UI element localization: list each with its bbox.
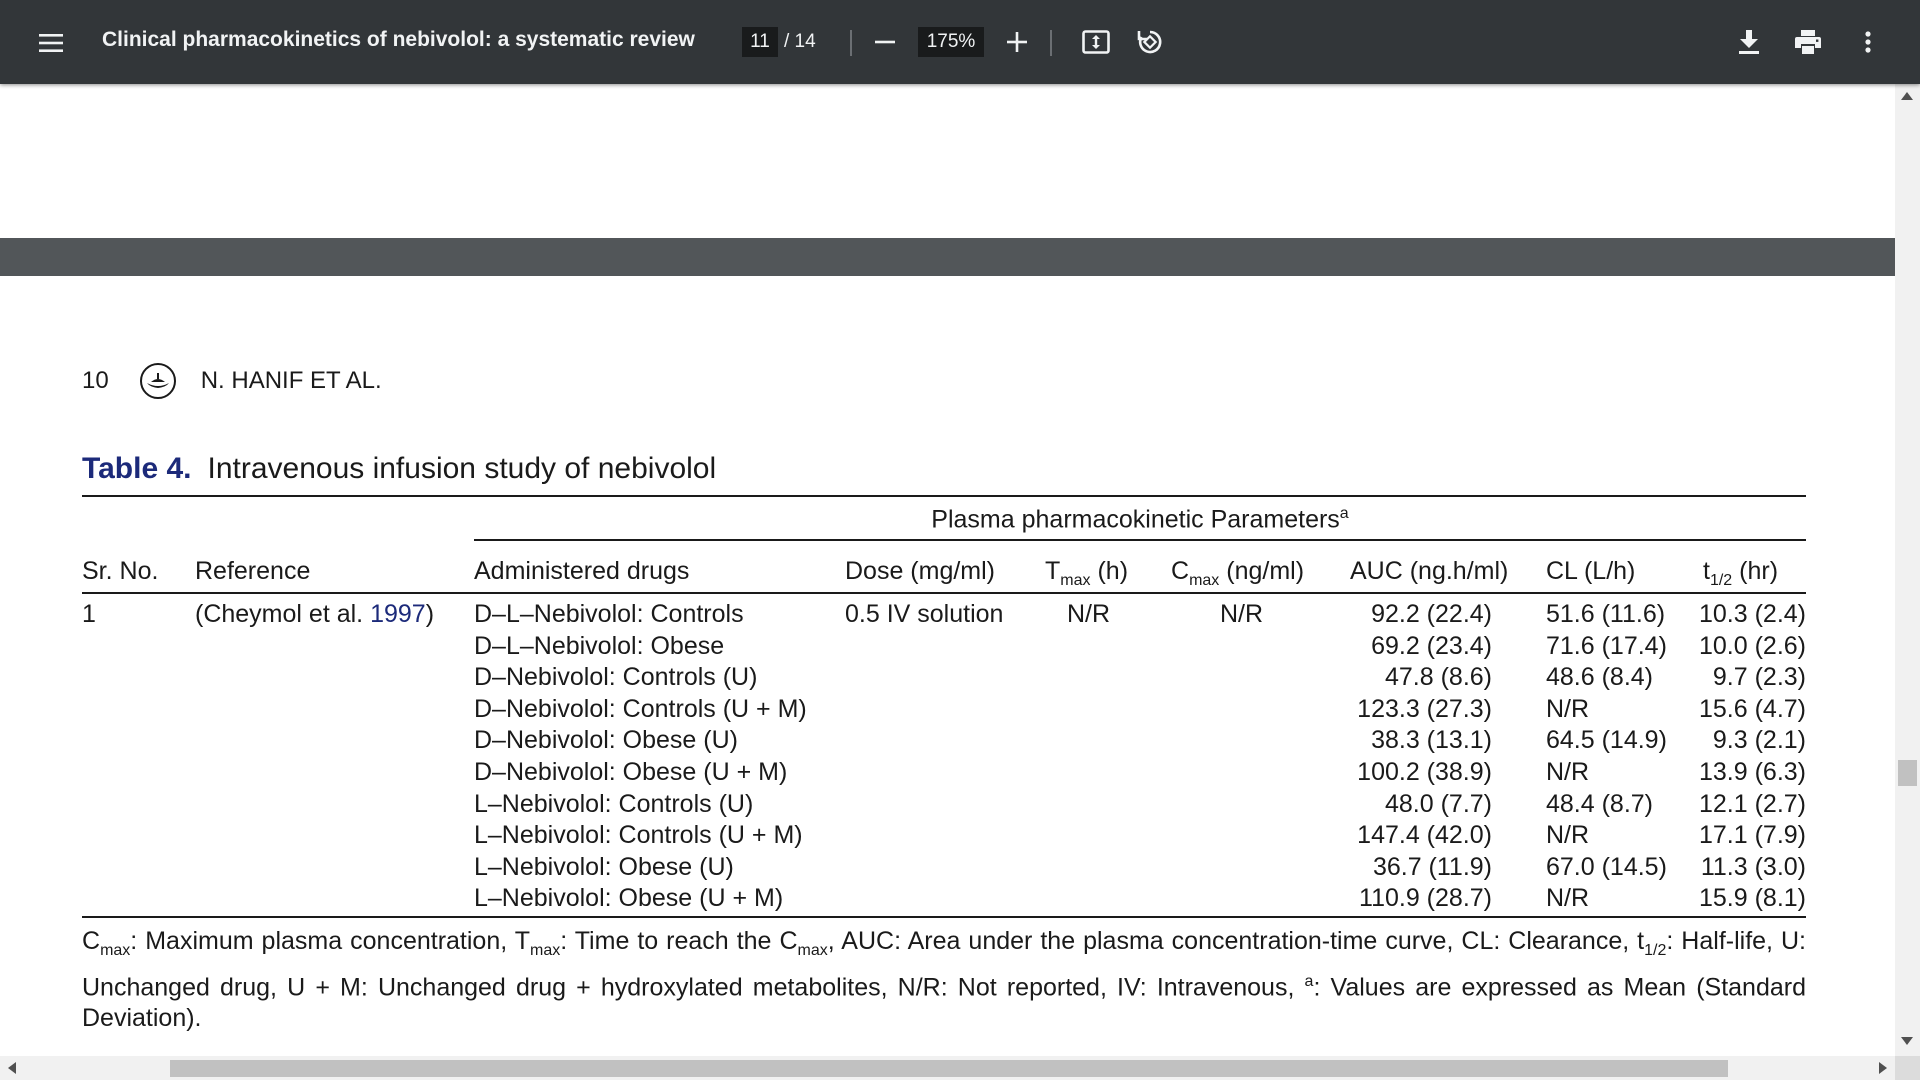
table-caption <box>82 452 716 486</box>
reference-year-link[interactable]: 1997 <box>370 600 426 628</box>
col-header-auc: AUC (ng.h/ml) <box>1350 557 1509 585</box>
cell-tmax: N/R <box>1067 600 1111 628</box>
cell-cl: 67.0 (14.5) <box>1546 853 1667 881</box>
previous-page <box>0 84 1895 238</box>
table-bottom-rule <box>82 916 1806 918</box>
zoom-level-input[interactable]: 175% <box>918 27 984 57</box>
cell-thalf: 10.3 (2.4) <box>1698 600 1806 628</box>
fit-to-page-button[interactable] <box>1076 22 1116 62</box>
cell-cl: 71.6 (17.4) <box>1546 632 1667 660</box>
cell-auc: 47.8 (8.6) <box>1384 663 1492 691</box>
col-header-sr-no: Sr. No. <box>82 557 159 585</box>
cell-thalf: 15.9 (8.1) <box>1698 884 1806 912</box>
download-button[interactable] <box>1729 22 1769 62</box>
menu-button[interactable] <box>34 26 68 60</box>
horizontal-scrollbar[interactable] <box>0 1056 1895 1080</box>
cell-thalf: 12.1 (2.7) <box>1698 790 1806 818</box>
running-head-authors: N. HANIF ET AL. <box>200 367 382 394</box>
horizontal-scroll-thumb[interactable] <box>170 1060 1728 1077</box>
scroll-up-arrow-icon[interactable] <box>1901 92 1913 100</box>
table-header-rule <box>82 592 1806 594</box>
cell-drug: L–Nebivolol: Controls (U) <box>474 790 754 818</box>
cell-thalf: 15.6 (4.7) <box>1698 695 1806 723</box>
cell-auc: 48.0 (7.7) <box>1384 790 1492 818</box>
cell-cl: 64.5 (14.9) <box>1546 726 1667 754</box>
cell-auc: 100.2 (38.9) <box>1357 758 1492 786</box>
cell-thalf: 11.3 (3.0) <box>1700 853 1806 881</box>
zoom-in-button[interactable] <box>997 22 1037 62</box>
cell-cl: 51.6 (11.6) <box>1546 600 1666 628</box>
more-actions-button[interactable] <box>1848 22 1888 62</box>
col-header-reference: Reference <box>195 557 311 585</box>
page-gap <box>0 238 1895 276</box>
zoom-out-icon <box>875 40 895 44</box>
more-icon <box>1865 31 1871 53</box>
col-header-tmax: $T_{max}$ (h) <box>1045 557 1129 589</box>
cell-cl: N/R <box>1546 821 1590 849</box>
cell-drug: D–L–Nebivolol: Obese <box>474 632 725 660</box>
cell-auc: 92.2 (22.4) <box>1371 600 1492 628</box>
cell-thalf: 13.9 (6.3) <box>1698 758 1806 786</box>
publisher-logo-icon <box>139 362 177 400</box>
toolbar-divider <box>1050 30 1052 56</box>
vertical-scroll-thumb[interactable] <box>1898 760 1917 786</box>
col-header-dose: Dose (mg/ml) <box>845 557 996 585</box>
running-head <box>82 362 382 400</box>
cell-thalf: 10.0 (2.6) <box>1698 632 1806 660</box>
cell-auc: 147.4 (42.0) <box>1357 821 1492 849</box>
cell-cl: 48.4 (8.7) <box>1546 790 1654 818</box>
toolbar-divider <box>850 30 852 56</box>
scroll-down-arrow-icon[interactable] <box>1901 1037 1913 1045</box>
cell-dose: 0.5 IV solution <box>845 600 1004 628</box>
page-number: 10 <box>82 367 109 394</box>
cell-reference: (Cheymol et al. 1997) <box>195 600 435 628</box>
table-title: Intravenous infusion study of nebivolol <box>207 452 717 485</box>
scrollbar-corner <box>1895 1056 1920 1080</box>
cell-drug: D–Nebivolol: Obese (U) <box>474 726 738 754</box>
cell-cl: N/R <box>1546 695 1590 723</box>
rotate-icon <box>1136 28 1164 56</box>
cell-cmax: N/R <box>1220 600 1264 628</box>
cell-drug: L–Nebivolol: Obese (U) <box>474 853 734 881</box>
cell-cl: N/R <box>1546 758 1590 786</box>
col-header-drugs: Administered drugs <box>474 557 690 585</box>
cell-drug: D–Nebivolol: Controls (U) <box>474 663 758 691</box>
scroll-left-arrow-icon[interactable] <box>8 1062 16 1074</box>
table-top-rule <box>82 495 1806 497</box>
group-header: Plasma pharmacokinetic Parameters$^a$ <box>931 505 1349 534</box>
cell-auc: 38.3 (13.1) <box>1371 726 1492 754</box>
group-header-rule <box>474 539 1806 541</box>
zoom-in-icon <box>1007 32 1027 52</box>
col-header-cl: CL (L/h) <box>1546 557 1636 585</box>
cell-drug: L–Nebivolol: Controls (U + M) <box>474 821 803 849</box>
cell-drug: L–Nebivolol: Obese (U + M) <box>474 884 784 912</box>
menu-icon <box>39 33 63 53</box>
rotate-button[interactable] <box>1130 22 1170 62</box>
page-total: / 14 <box>784 31 816 52</box>
print-icon <box>1795 30 1821 54</box>
zoom-out-button[interactable] <box>865 22 905 62</box>
col-header-cmax: $C_{max}$ (ng/ml) <box>1171 557 1305 589</box>
cell-auc: 123.3 (27.3) <box>1357 695 1492 723</box>
cell-auc: 69.2 (23.4) <box>1371 632 1492 660</box>
cell-thalf: 9.7 (2.3) <box>1712 663 1806 691</box>
cell-sr-no: 1 <box>82 600 96 628</box>
col-header-thalf: $t_{1/2}$ (hr) <box>1703 557 1779 589</box>
cell-drug: D–L–Nebivolol: Controls <box>474 600 744 628</box>
cell-cl: N/R <box>1546 884 1590 912</box>
vertical-scrollbar[interactable] <box>1895 84 1920 1056</box>
cell-thalf: 9.3 (2.1) <box>1712 726 1806 754</box>
cell-thalf: 17.1 (7.9) <box>1698 821 1806 849</box>
cell-drug: D–Nebivolol: Controls (U + M) <box>474 695 807 723</box>
table-label: Table 4. <box>82 452 192 485</box>
fit-page-icon <box>1082 30 1110 54</box>
cell-auc: 36.7 (11.9) <box>1372 853 1492 881</box>
cell-drug: D–Nebivolol: Obese (U + M) <box>474 758 788 786</box>
page-number-input[interactable]: 11 <box>742 27 778 57</box>
cell-auc: 110.9 (28.7) <box>1359 884 1492 912</box>
pdf-toolbar <box>0 0 1920 84</box>
cell-cl: 48.6 (8.4) <box>1546 663 1654 691</box>
scroll-right-arrow-icon[interactable] <box>1879 1062 1887 1074</box>
table-footnote: $C_{max}$: Maximum plasma concentration, $T_{max}$: Time to reach the $C_{max}$, AUC: Area under the plasma concentration-time curve, CL: Clearance, $t_{1/2}$: Half-life, U: Unchanged drug, U + M: Unchanged drug + hydroxylated metabolites, N/R: Not reported, IV: Intravenous, $^a$: Values are expressed as Mean (Standard Deviation). <box>82 927 1806 1033</box>
document-title: Clinical pharmacokinetics of nebivolol: a systematic review <box>102 28 695 51</box>
print-button[interactable] <box>1788 22 1828 62</box>
download-icon <box>1739 30 1759 54</box>
